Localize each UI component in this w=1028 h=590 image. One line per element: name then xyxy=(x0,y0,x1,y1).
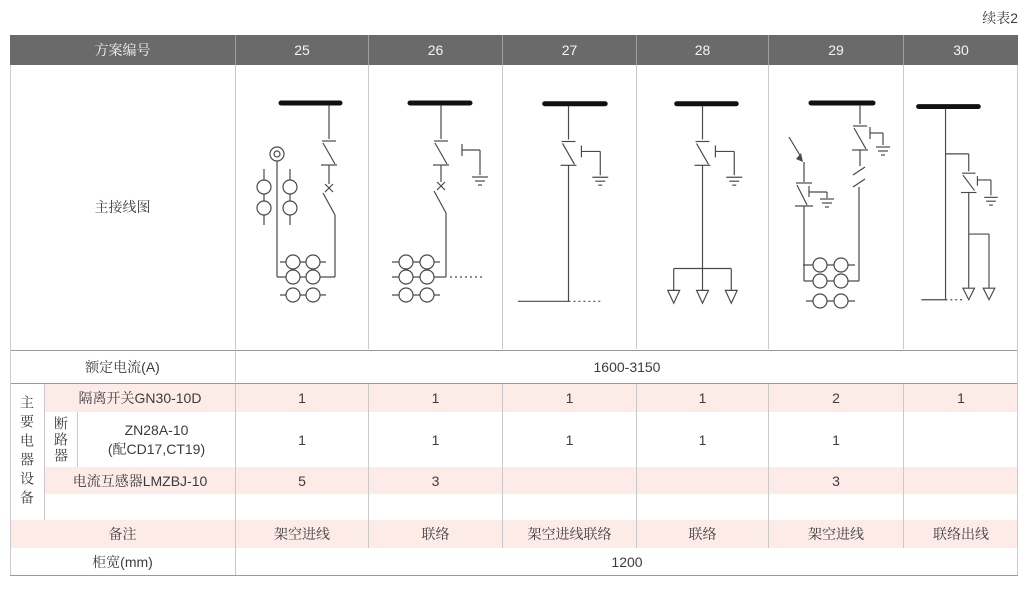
scheme-number-29: 29 xyxy=(768,35,903,65)
scheme-number-header: 方案编号 xyxy=(94,42,151,58)
scheme-28-diagram-cell xyxy=(636,65,768,349)
breaker-qty-26: 1 xyxy=(368,412,502,467)
disconnector-label: 隔离开关GN30-10D xyxy=(78,390,202,406)
scheme-29-single-line-diagram-icon xyxy=(769,65,903,349)
scheme-number-28: 28 xyxy=(636,35,768,65)
disconnector-qty-27: 1 xyxy=(502,384,636,412)
ct-qty-29: 3 xyxy=(768,467,903,494)
scheme-number-27: 27 xyxy=(502,35,636,65)
main-equipment-block xyxy=(10,384,1018,520)
main-wiring-diagram-row xyxy=(10,65,1018,351)
remark-25: 架空进线 xyxy=(235,520,368,548)
ct-qty-27 xyxy=(502,467,636,494)
scheme-29-diagram-cell xyxy=(768,65,903,349)
circuit-breaker-model-label xyxy=(78,412,235,467)
scheme-number-30: 30 xyxy=(903,35,1018,65)
disconnector-qty-25: 1 xyxy=(235,384,368,412)
empty-qty-27 xyxy=(502,494,636,520)
empty-qty-28 xyxy=(636,494,768,520)
current-transformer-label: 电流互感器LMZBJ-10 xyxy=(72,472,208,489)
disconnector-qty-26: 1 xyxy=(368,384,502,412)
rated-current-label: 额定电流(A) xyxy=(85,358,160,375)
main-equipment-group-label: 主要电器设备 xyxy=(10,384,45,520)
breaker-qty-29: 1 xyxy=(768,412,903,467)
rated-current-row xyxy=(10,351,1018,384)
empty-equipment-label xyxy=(45,494,235,520)
current-transformer-row xyxy=(45,467,1018,494)
remark-28: 联络 xyxy=(636,520,768,548)
scheme-number-26: 26 xyxy=(368,35,502,65)
scheme-28-single-line-diagram-icon xyxy=(637,65,768,349)
remarks-label: 备注 xyxy=(108,526,137,542)
remark-27: 架空进线联络 xyxy=(502,520,636,548)
cabinet-width-value: 1200 xyxy=(235,548,1018,575)
equipment-rows xyxy=(45,384,1018,520)
empty-qty-25 xyxy=(235,494,368,520)
ct-qty-30 xyxy=(903,467,1018,494)
main-wiring-diagram-label: 主接线图 xyxy=(94,199,151,215)
rated-current-value: 1600-3150 xyxy=(235,351,1018,382)
scheme-27-single-line-diagram-icon xyxy=(503,65,636,349)
remark-29: 架空进线 xyxy=(768,520,903,548)
scheme-25-single-line-diagram-icon xyxy=(236,65,368,349)
circuit-breaker-model-line1: ZN28A-10 xyxy=(124,422,189,439)
circuit-breaker-row xyxy=(45,412,1018,467)
scheme-table xyxy=(10,35,1018,576)
circuit-breaker-model-line2: (配CD17,CT19) xyxy=(107,440,206,457)
cabinet-width-row xyxy=(10,548,1018,575)
remarks-row xyxy=(10,520,1018,548)
ct-qty-28 xyxy=(636,467,768,494)
scheme-30-single-line-diagram-icon xyxy=(904,65,1018,349)
breaker-qty-27: 1 xyxy=(502,412,636,467)
empty-qty-30 xyxy=(903,494,1018,520)
empty-qty-29 xyxy=(768,494,903,520)
disconnector-qty-28: 1 xyxy=(636,384,768,412)
scheme-25-diagram-cell xyxy=(235,65,368,349)
scheme-26-diagram-cell xyxy=(368,65,502,349)
scheme-number-25: 25 xyxy=(235,35,368,65)
cabinet-width-label: 柜宽(mm) xyxy=(92,553,153,570)
breaker-qty-28: 1 xyxy=(636,412,768,467)
remark-30: 联络出线 xyxy=(903,520,1018,548)
disconnector-row xyxy=(45,384,1018,412)
disconnector-qty-30: 1 xyxy=(903,384,1018,412)
circuit-breaker-sub-label: 断路器 xyxy=(45,412,78,467)
breaker-qty-25: 1 xyxy=(235,412,368,467)
scheme-30-diagram-cell xyxy=(903,65,1018,349)
scheme-26-single-line-diagram-icon xyxy=(370,65,502,349)
ct-qty-25: 5 xyxy=(235,467,368,494)
breaker-qty-30 xyxy=(903,412,1018,467)
empty-qty-26 xyxy=(368,494,502,520)
remark-26: 联络 xyxy=(368,520,502,548)
ct-qty-26: 3 xyxy=(368,467,502,494)
empty-equipment-row xyxy=(45,494,1018,520)
table-header-row xyxy=(10,35,1018,65)
disconnector-qty-29: 2 xyxy=(768,384,903,412)
scheme-27-diagram-cell xyxy=(502,65,636,349)
continuation-table-label: 续表2 xyxy=(982,10,1018,26)
